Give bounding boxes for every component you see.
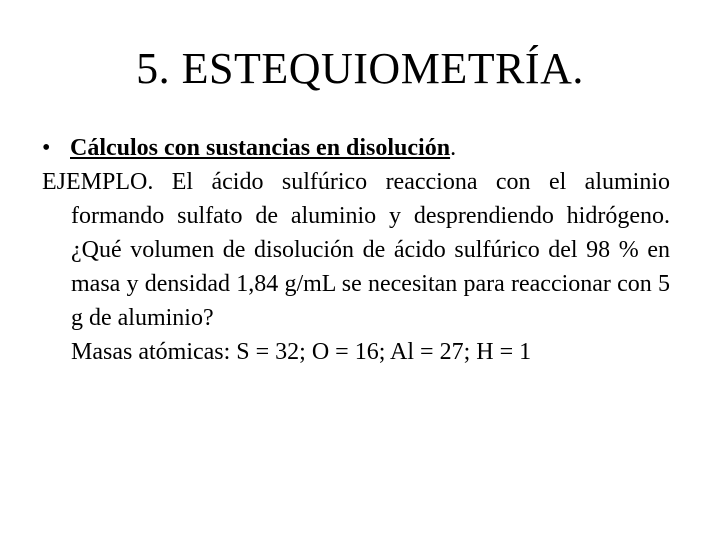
bullet-icon: • <box>42 135 51 161</box>
slide-content <box>42 131 670 369</box>
bullet-item <box>42 131 670 165</box>
example-label: EJEMPLO <box>42 169 148 195</box>
example-text: . El ácido sulfúrico reacciona con el aluminio formando sulfato de aluminio y desprendiendo hidrógeno. ¿Qué volumen de disolución de ácido sulfúrico del 98 % en masa y densidad 1,84 g/mL se necesitan para reaccionar con 5 g de aluminio? <box>71 169 670 331</box>
atomic-masses: Masas atómicas: S = 32; O = 16; Al = 27; H = 1 <box>71 339 532 365</box>
bullet-trailing: . <box>450 135 457 161</box>
example-paragraph <box>42 165 670 335</box>
bullet-heading: Cálculos con sustancias en disolución <box>70 135 451 161</box>
slide-title: 5. ESTEQUIOMETRÍA. <box>136 44 584 93</box>
